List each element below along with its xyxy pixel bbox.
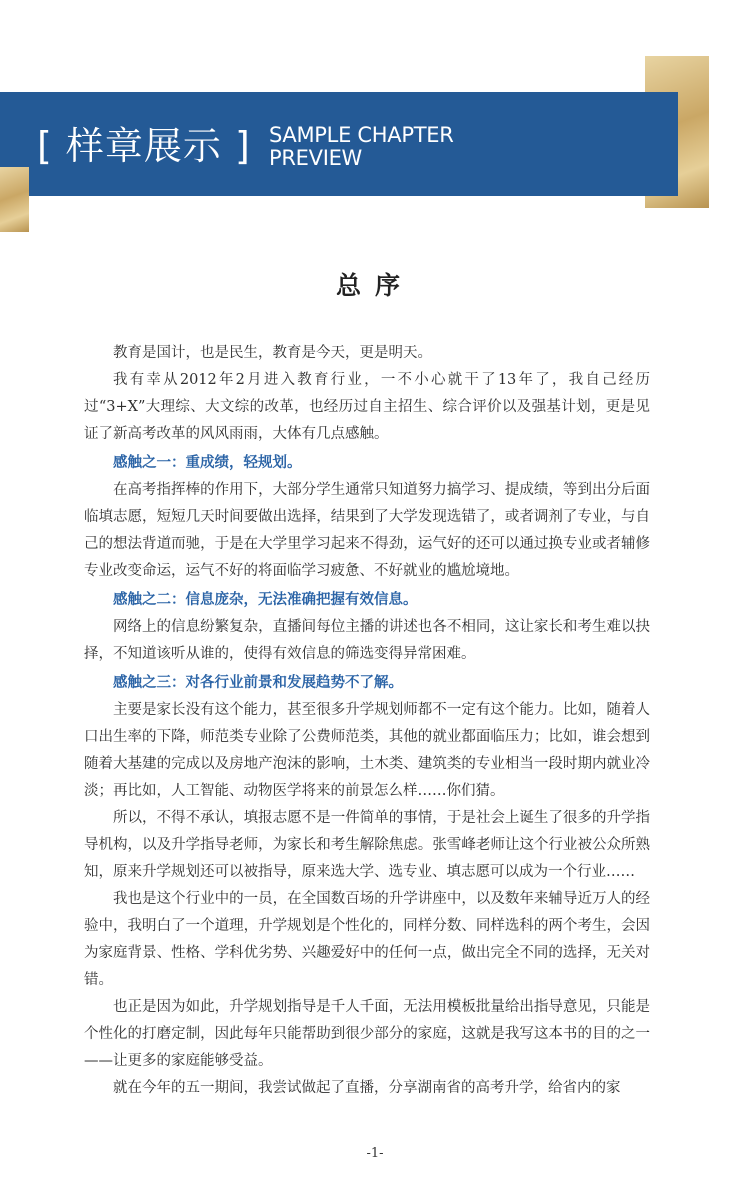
document-body xyxy=(84,340,650,1102)
section-2-paragraph: 网络上的信息纷繁复杂，直播间每位主播的讲述也各不相同，这让家长和考生难以抉择，不知道该听从谁的，使得有效信息的筛选变得异常困难。 xyxy=(84,619,650,662)
section-1-paragraph: 在高考指挥棒的作用下，大部分学生通常只知道努力搞学习、提成绩，等到出分后面临填志愿，短短几天时间要做出选择，结果到了大学发现选错了，或者调剂了专业，与自己的想法背道而驰，于是在大学里学习起来不得劲，运气好的还可以通过换专业或者辅修专业改变命运，运气不好的将面临学习疲惫、不好就业的尴尬境地。 xyxy=(84,482,650,579)
section-heading-3: 感触之三：对各行业前景和发展趋势不了解。 xyxy=(113,674,403,691)
intro-paragraph: 我有幸从2012年2月进入教育行业，一不小心就干了13年了，我自己经历过“3+X”大理综、大文综的改革，也经历过自主招生、综合评价以及强基计划，更是见证了新高考改革的风风雨雨，大体有几点感触。 xyxy=(84,372,650,442)
intro-paragraph: 教育是国计，也是民生，教育是今天，更是明天。 xyxy=(113,345,432,361)
gold-accent-left xyxy=(0,167,29,232)
section-3-paragraph: 就在今年的五一期间，我尝试做起了直播，分享湖南省的高考升学，给省内的家 xyxy=(113,1080,621,1096)
document-title: 总序 xyxy=(335,271,414,300)
page-number: -1- xyxy=(366,1146,384,1161)
section-heading-2: 感触之二：信息庞杂，无法准确把握有效信息。 xyxy=(113,591,418,608)
section-3-paragraph: 我也是这个行业中的一员，在全国数百场的升学讲座中，以及数年来辅导近万人的经验中，我明白了一个道理，升学规划是个性化的，同样分数、同样选科的两个考生，会因为家庭背景、性格、学科优劣势、兴趣爱好中的任何一点，做出完全不同的选择，无关对错。 xyxy=(84,891,650,988)
section-3-paragraph: 也正是因为如此，升学规划指导是千人千面，无法用模板批量给出指导意见，只能是个性化的打磨定制，因此每年只能帮助到很少部分的家庭，这就是我写这本书的目的之一——让更多的家庭能够受益。 xyxy=(84,999,650,1069)
banner-title: [ 样章展示 ] xyxy=(37,124,251,168)
banner-subtitle-line1: SAMPLE CHAPTER xyxy=(269,123,454,147)
banner-subtitle-line2: PREVIEW xyxy=(269,146,363,170)
section-3-paragraph: 主要是家长没有这个能力，甚至很多升学规划师都不一定有这个能力。比如，随着人口出生率的下降，师范类专业除了公费师范类，其他的就业都面临压力；比如，谁会想到随着大基建的完成以及房地产泡沫的影响，土木类、建筑类的专业相当一段时期内就业冷淡；再比如，人工智能、动物医学将来的前景怎么样……你们猜。 xyxy=(84,702,650,799)
section-heading-1: 感触之一：重成绩，轻规划。 xyxy=(113,454,302,471)
section-3-paragraph: 所以，不得不承认，填报志愿不是一件简单的事情，于是社会上诞生了很多的升学指导机构，以及升学指导老师，为家长和考生解除焦虑。张雪峰老师让这个行业被公众所熟知，原来升学规划还可以被指导，原来选大学、选专业、填志愿可以成为一个行业…… xyxy=(84,810,650,880)
banner-subtitle xyxy=(269,124,453,170)
